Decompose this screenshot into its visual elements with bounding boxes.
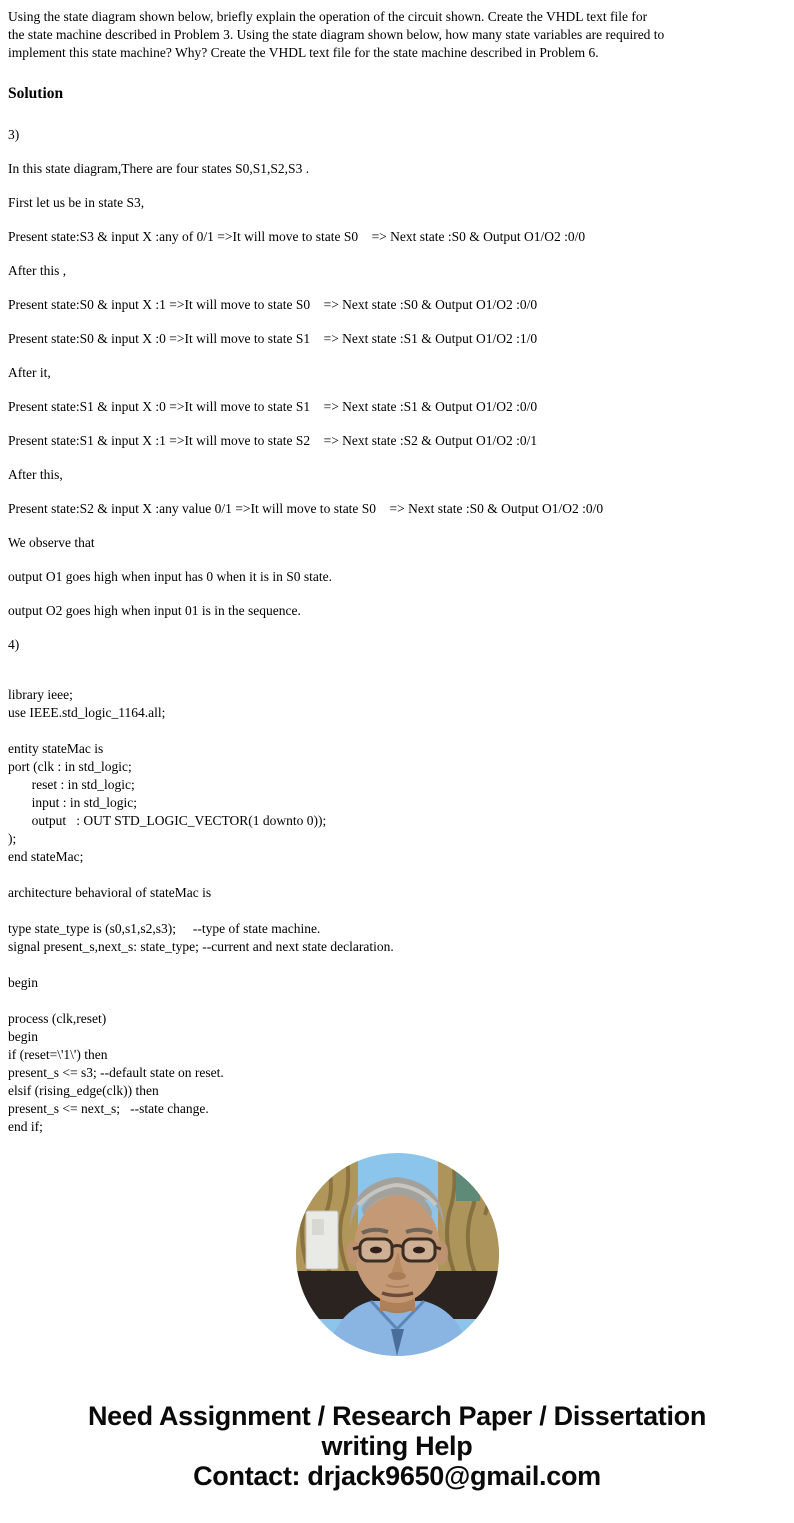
code-line [8,956,786,974]
code-line [8,902,786,920]
code-line: end if; [8,1119,43,1134]
code-line: use IEEE.std_logic_1164.all; [8,705,166,720]
intro-line: implement this state machine? Why? Create the VHDL text file for the state machine described in Problem 6. [8,45,599,60]
code-line: end stateMac; [8,849,84,864]
code-line: type state_type is (s0,s1,s2,s3); --type of state machine. [8,921,321,936]
tutor-photo [296,1153,499,1356]
footer-banner [0,1401,794,1491]
solution-paragraph: After this, [8,467,63,482]
code-line: architecture behavioral of stateMac is [8,885,212,900]
code-line: port (clk : in std_logic; [8,759,132,774]
code-line: input : in std_logic; [8,795,138,810]
footer-line: Need Assignment / Research Paper / Dissertation [87,1401,707,1431]
intro-line: the state machine described in Problem 3. Using the state diagram shown below, how many state variables are required to [8,27,665,42]
solution-paragraph: First let us be in state S3, [8,195,145,210]
code-line: process (clk,reset) [8,1011,107,1026]
solution-paragraph: Present state:S1 & input X :0 =>It will move to state S1 => Next state :S1 & Output O1/O2 :0/0 [8,399,538,414]
code-line: if (reset=\'1\') then [8,1047,108,1062]
solution-paragraph: In this state diagram,There are four states S0,S1,S2,S3 . [8,161,310,176]
footer-line: Contact: drjack9650@gmail.com [193,1461,601,1491]
solution-paragraph: After it, [8,365,51,380]
tutor-photo-illustration [296,1153,499,1356]
code-line [8,992,786,1010]
code-line: begin [8,975,38,990]
solution-paragraph: We observe that [8,535,95,550]
solution-paragraph: Present state:S1 & input X :1 =>It will move to state S2 => Next state :S2 & Output O1/O2 :0/1 [8,433,538,448]
code-line: library ieee; [8,687,73,702]
code-line [8,866,786,884]
code-line: signal present_s,next_s: state_type; --current and next state declaration. [8,939,394,954]
solution-paragraph: Present state:S2 & input X :any value 0/1 =>It will move to state S0 => Next state :S0 & Output O1/O2 :0/0 [8,501,604,516]
solution-paragraph: 3) [8,127,20,142]
code-line: begin [8,1029,38,1044]
vhdl-code [8,686,786,1136]
solution-paragraph: After this , [8,263,67,278]
solution-paragraph: Present state:S3 & input X :any of 0/1 =>It will move to state S0 => Next state :S0 & Output O1/O2 :0/0 [8,229,586,244]
solution-paragraphs [8,126,786,654]
intro-paragraph [8,8,786,62]
solution-heading: Solution [8,85,64,102]
code-line: ); [8,831,17,846]
code-line [8,722,786,740]
solution-paragraph: Present state:S0 & input X :1 =>It will move to state S0 => Next state :S0 & Output O1/O2 :0/0 [8,297,538,312]
intro-line: Using the state diagram shown below, briefly explain the operation of the circuit shown. Create the VHDL text file for [8,9,648,24]
code-line: elsif (rising_edge(clk)) then [8,1083,159,1098]
solution-paragraph: output O2 goes high when input 01 is in the sequence. [8,603,301,618]
solution-paragraph: 4) [8,637,20,652]
code-line: reset : in std_logic; [8,777,135,792]
code-line: entity stateMac is [8,741,104,756]
footer-line: writing Help [321,1431,473,1461]
code-line: present_s <= s3; --default state on reset. [8,1065,224,1080]
solution-paragraph: output O1 goes high when input has 0 when it is in S0 state. [8,569,332,584]
code-line: present_s <= next_s; --state change. [8,1101,209,1116]
code-line: output : OUT STD_LOGIC_VECTOR(1 downto 0)); [8,813,327,828]
solution-paragraph: Present state:S0 & input X :0 =>It will move to state S1 => Next state :S1 & Output O1/O2 :1/0 [8,331,538,346]
